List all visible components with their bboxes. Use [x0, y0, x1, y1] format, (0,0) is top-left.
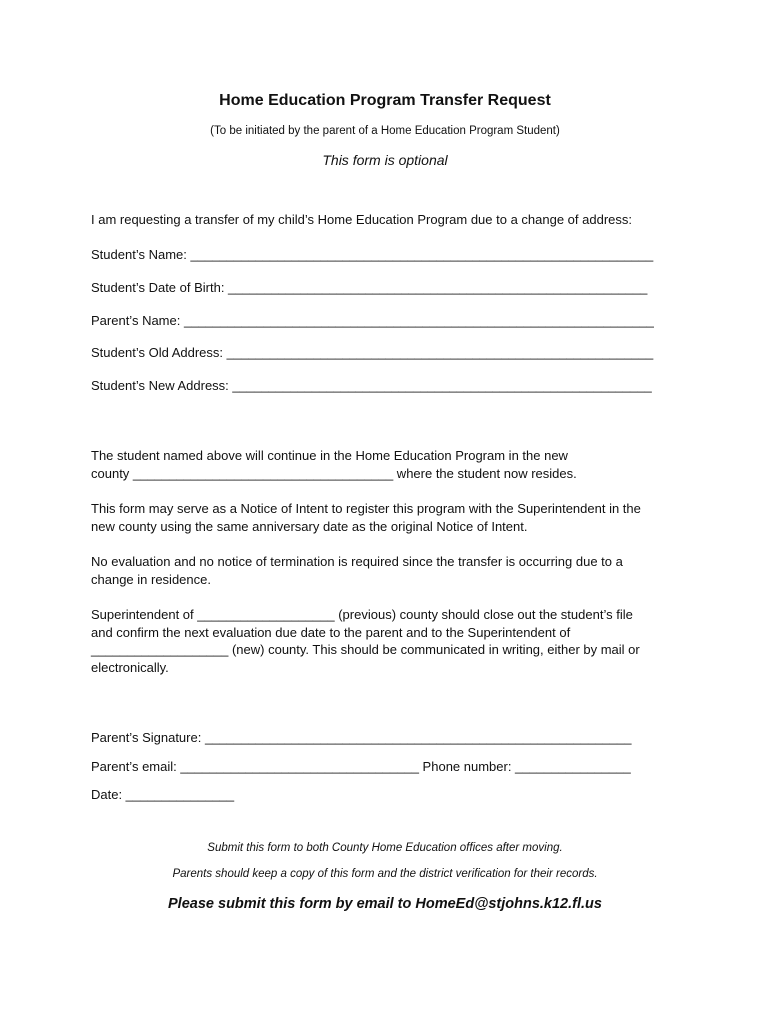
county-field[interactable]: county ____________________________________ where the student now resides. — [91, 465, 577, 481]
notice-line-2: new county using the same anniversary date as the original Notice of Intent. — [91, 518, 528, 534]
date-field[interactable]: Date: _______________ — [91, 787, 235, 802]
no-eval-line-2: change in residence. — [91, 571, 211, 587]
no-eval-line-1: No evaluation and no notice of termination is required since the transfer is occurring due to a — [91, 554, 623, 569]
copy-note: Parents should keep a copy of this form and the district verification for their records. — [172, 868, 598, 880]
superintendent-paragraph — [91, 606, 691, 676]
form-title: Home Education Program Transfer Request — [219, 92, 551, 109]
student-name-field[interactable]: Student’s Name: ________________________________________________________________ — [91, 247, 654, 262]
parent-email-phone-field[interactable]: Parent’s email: _________________________________ Phone number: ________________ — [91, 759, 631, 774]
old-address-field[interactable]: Student’s Old Address: ___________________________________________________________ — [91, 345, 654, 360]
intro-text: I am requesting a transfer of my child’s Home Education Program due to a change of address: — [91, 212, 632, 227]
notice-paragraph — [91, 500, 691, 535]
form-subtitle: (To be initiated by the parent of a Home Education Program Student) — [210, 125, 560, 137]
optional-note: This form is optional — [322, 152, 448, 168]
submit-note: Submit this form to both County Home Education offices after moving. — [207, 842, 563, 854]
continue-paragraph — [91, 447, 691, 482]
super-line-4: electronically. — [91, 659, 169, 675]
new-county-field[interactable]: ___________________ (new) county. This should be communicated in writing, either by mail or — [91, 642, 640, 657]
email-note: Please submit this form by email to HomeEd@stjohns.k12.fl.us — [168, 896, 602, 912]
notice-line-1: This form may serve as a Notice of Intent to register this program with the Superintendent in the — [91, 501, 641, 516]
super-line-2: and confirm the next evaluation due date to the parent and to the Superintendent of — [91, 624, 571, 640]
new-address-field[interactable]: Student’s New Address: __________________________________________________________ — [91, 378, 652, 393]
continue-line-1: The student named above will continue in the Home Education Program in the new — [91, 448, 568, 463]
no-evaluation-paragraph — [91, 553, 691, 588]
parent-name-field[interactable]: Parent’s Name: _________________________________________________________________ — [91, 313, 654, 328]
previous-county-field[interactable]: Superintendent of ___________________ (previous) county should close out the student’s file — [91, 607, 633, 622]
parent-signature-field[interactable]: Parent’s Signature: ___________________________________________________________ — [91, 730, 632, 745]
student-dob-field[interactable]: Student’s Date of Birth: __________________________________________________________ — [91, 280, 648, 295]
